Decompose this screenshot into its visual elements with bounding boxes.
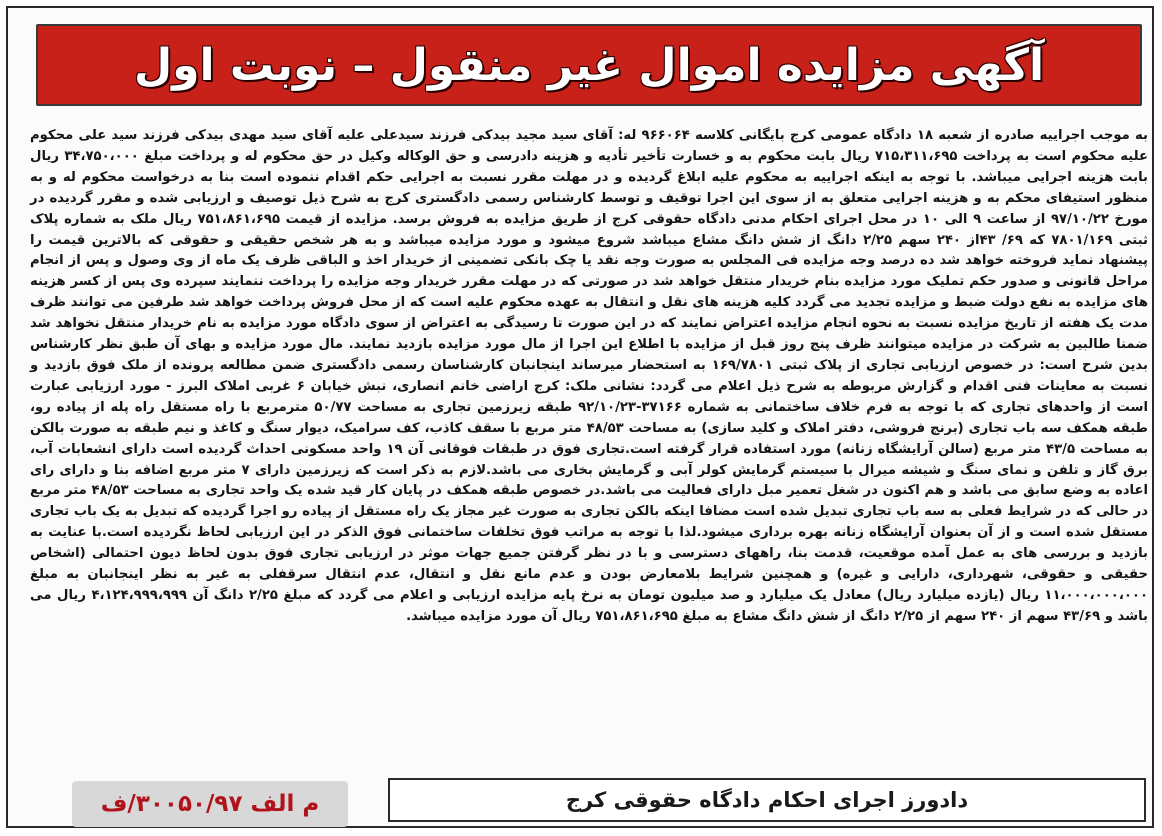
- reference-number: م الف ۳۰۰۵۰/۹۷/ف: [100, 791, 320, 817]
- notice-title: آگهی مزایده اموال غیر منقول – نوبت اول: [133, 39, 1045, 91]
- notice-title-bar: [36, 24, 1142, 106]
- notice-frame: [6, 6, 1154, 828]
- signature-text: دادورز اجرای احکام دادگاه حقوقی کرج: [565, 788, 969, 812]
- notice-body: به موجب اجراییه صادره از شعبه ۱۸ دادگاه عمومی کرج بایگانی کلاسه ۹۶۶۰۶۴ له: آقای سید مجید بیدکی فرزند سیدعلی علیه آقای سید مهدی بیدکی فرزند سید علی محکوم علیه محکوم است به پرداخت ۷۱۵،۳۱۱،۶۹۵ ریال بابت محکوم به و خسارت تأخیر تأدیه و هزینه دادرسی و حق الوکاله وکیل در حق محکوم له و پرداخت مبلغ ۳۴،۷۵۰،۰۰۰ ریال بابت هزینه اجرایی میباشد. با توجه به اینکه اجراییه به محکوم علیه ابلاغ گردیده و در مهلت مقرر نسبت به اجرایی حکم اقدام ننموده است بنا به درخواست محکوم له و به منظور استیفای محکم به و هزینه اجرایی متعلق به از سوی این اجرا توقیف و توسط کارشناس رسمی دادگستری کرج به شرح ذیل توصیف و ارزیابی شده و مقرر گردیده در مورخ ۹۷/۱۰/۲۲ از ساعت ۹ الی ۱۰ در محل اجرای احکام مدنی دادگاه حقوقی کرج از طریق مزایده به فروش برسد. مزایده از قیمت ۷۵۱،۸۶۱،۶۹۵ ریال ملک به شماره پلاک ثبتی ۷۸۰۱/۱۶۹ که ۶۹/ ۴۳از ۲۴۰ سهم ۲/۲۵ دانگ از شش دانگ مشاع میباشد شروع میشود و مورد مزایده میباشد و به هر شخص حقیقی و حقوقی که بالاترین قیمت را پیشنهاد نماید فروخته خواهد شد ده درصد وجه مزایده فی المجلس به صورت وجه نقد یا چک بانکی تضمینی از خریدار اخذ و الباقی ظرف یک ماه از وی وصول و پس از انجام مراحل قانونی و صدور حکم تملیک مورد مزایده بنام خریدار منتقل خواهد شد در صورتی که در مهلت مقرر خریدار وجه مزایده را پرداخت ننمایند سپرده وی پس از کسر هزینه های مزایده به نفع دولت ضبط و مزایده تجدید می گردد کلیه هزینه های نقل و انتقال به عهده محکوم علیه است که از محل فروش پرداخت خواهد شد طرفین می توانند ظرف مدت یک هفته از تاریخ مزایده نسبت به نحوه انجام مزایده اعتراض نمایند که در این صورت تا رسیدگی به اعتراض از سوی دادگاه مورد مزایده به نام خریدار منتقل نخواهد شد ضمنا طالبین به شرکت در مزایده میتوانند ظرف پنج روز قبل از مزایده با اطلاع این اجرا از مال مورد مزایده بازدید نمایند. مال مورد مزایده و بهای آن طبق نظر کارشناس بدین شرح است: در خصوص ارزیابی تجاری از پلاک ثبتی ۱۶۹/۷۸۰۱ به استحضار میرساند اینجانبان کارشناسان رسمی دادگستری ضمن مطالعه پرونده از ملک فوق بازدید و نسبت به معاینات فنی اقدام و گزارش مربوطه به شرح ذیل اعلام می گردد: نشانی ملک: کرج اراضی خانم انصاری، نبش خیابان ۶ غربی املاک البرز - مورد ارزیابی عبارت است از واحدهای تجاری که با توجه به فرم خلاف ساختمانی به شماره ۳۷۱۶۶-۹۲/۱۰/۲۳ طبقه زیرزمین تجاری به مساحت ۵۰/۷۷ مترمربع با راه مستقل راه پله از پیاده رو، طبقه همکف سه باب تجاری (برنج فروشی، دفتر املاک و کلید سازی) به مساحت ۴۸/۵۳ متر مربع با سقف کاذب، کف سرامیک، دیوار سنگ و کاغذ و نیم طبقه به صورت بالکن به مساحت ۴۳/۵ متر مربع (سالن آرایشگاه زنانه) مورد استفاده قرار گرفته است.تجاری فوق در طبقات فوقانی آن ۱۹ واحد مسکونی احداث گردیده است دارای انشعابات آب، برق گاز و تلفن و نمای سنگ و شیشه میرال با سیستم گرمایش کولر آبی و گرمایش بخاری می باشد.لازم به ذکر است که زیرزمین دارای ۷ متر مربع اضافه بنا و دارای رای اعاده به وضع سابق می باشد و هم اکنون در شغل تعمیر مبل دارای فعالیت می باشد.در خصوص طبقه همکف در پایان کار قید شده یک واحد تجاری به مساحت ۴۸/۵۳ متر مربع در حالی که در شرایط فعلی به سه باب تجاری تبدیل شده است مضافا اینکه بالکن تجاری به صورت غیر مجاز یک راه مستقل از پیاده رو اجرا گردیده که تبدیل به یک باب تجاری مستقل شده است و از آن بعنوان آرایشگاه زنانه بهره برداری میشود.لذا با توجه به مراتب فوق تخلفات ساختمانی فوق الذکر در این ارزیابی لحاظ نگردیده است.با عنایت به بازدید و بررسی های به عمل آمده موقعیت، قدمت بنا، راههای دسترسی و با در نظر گرفتن جمیع جهات موثر در ارزیابی تجاری فوق بدون لحاظ دیون احتمالی (اشخاص حقیقی و حقوقی، شهرداری، دارایی و غیره) و همچنین شرایط بلامعارض بودن و عدم مانع نقل و انتقال، عدم انتقال سرقفلی به غیر به نظر اینجانبان به مبلغ ۱۱،۰۰۰،۰۰۰،۰۰۰ ریال (یازده میلیارد ریال) معادل یک میلیارد و صد میلیون تومان به نرخ پایه مزایده ارزیابی و اعلام می گردد که مبلغ ۲/۲۵ دانگ آن ۴،۱۲۴،۹۹۹،۹۹۹ ریال می باشد و ۴۳/۶۹ سهم از ۲۴۰ سهم از ۲/۲۵ دانگ از شش دانگ مشاع به مبلغ ۷۵۱،۸۶۱،۶۹۵ ریال آن مورد مزایده میباشد.: [30, 128, 1149, 624]
- reference-badge: [72, 781, 348, 827]
- signature-box: [388, 778, 1146, 822]
